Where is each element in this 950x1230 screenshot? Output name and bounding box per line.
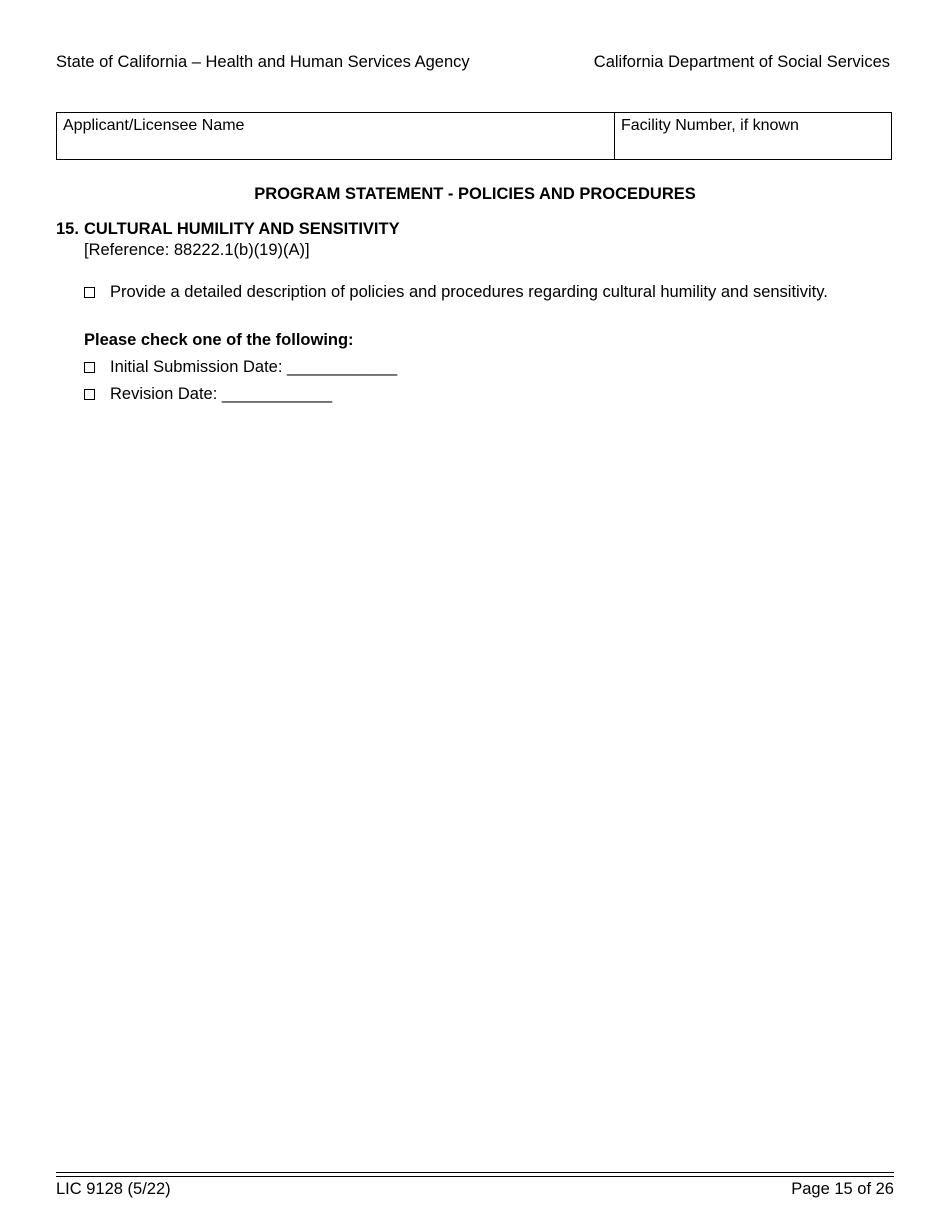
facility-number-field[interactable] [615,113,891,159]
revision-checkbox[interactable] [84,389,95,400]
instruction-item [84,282,828,302]
revision-option [84,384,332,404]
section-number: 15. [56,220,79,238]
page-number: Page 15 of 26 [791,1180,894,1198]
initial-submission-checkbox[interactable] [84,362,95,373]
applicant-facility-table [56,112,892,160]
section-heading [56,219,400,239]
initial-submission-option [84,357,397,377]
header-department: California Department of Social Services [593,53,890,71]
section-reference: [Reference: 88222.1(b)(19)(A)] [84,241,310,259]
applicant-name-label: Applicant/Licensee Name [63,117,245,134]
instruction-checkbox[interactable] [84,287,95,298]
program-title: PROGRAM STATEMENT - POLICIES AND PROCEDURES [254,185,696,203]
check-one-heading: Please check one of the following: [84,331,354,349]
footer-divider [56,1172,894,1173]
applicant-name-field[interactable] [57,113,615,159]
revision-label: Revision Date: ____________ [110,385,333,403]
footer-divider [56,1176,894,1177]
initial-submission-label: Initial Submission Date: ____________ [110,358,398,376]
section-title: CULTURAL HUMILITY AND SENSITIVITY [83,220,400,238]
instruction-text: Provide a detailed description of policies and procedures regarding cultural humility and sensitivity. [110,283,828,301]
form-id: LIC 9128 (5/22) [56,1180,171,1198]
header-agency: State of California – Health and Human Services Agency [56,53,470,71]
facility-number-label: Facility Number, if known [621,117,799,134]
